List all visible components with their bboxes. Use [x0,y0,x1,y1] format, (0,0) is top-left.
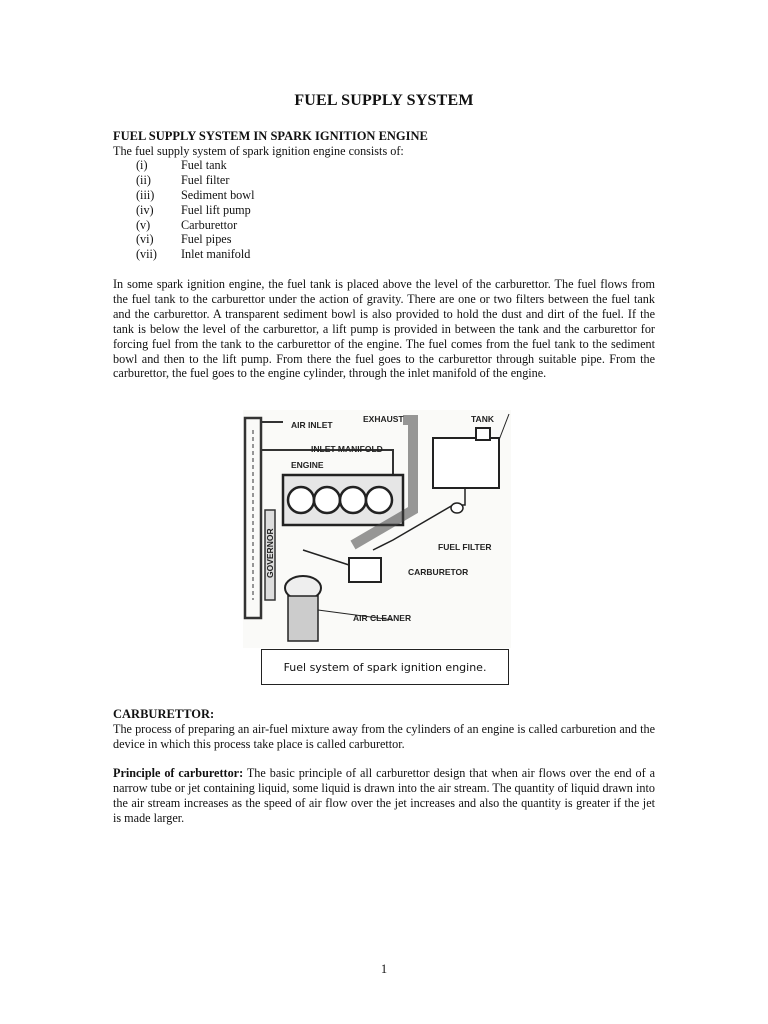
page-number: 1 [380,962,388,976]
principle-label: Principle of carburettor: [113,766,244,780]
fuel-tank [433,438,499,488]
paragraph-carburetion: The process of preparing an air-fuel mixture away from the cylinders of an engine is called carburetion and the device in which this process take place is called carburettor. [113,722,655,751]
list-item-number: (vii) [136,247,157,262]
label-carburetor: CARBURETOR [408,567,469,577]
label-inlet-manifold: INLET MANIFOLD [311,444,383,454]
list-item [136,232,254,247]
list-item-number: (iii) [136,187,155,202]
principle-text: The basic principle of all carburettor design that when air flows over the end of a narrow tube or jet containing liquid, some liquid is drawn into the air stream. The quantity of liquid drawn into the air stream increases as the speed of air flow over the jet increases and also the quantity is greater if the jet is made larger. [113,766,655,825]
label-air-inlet: AIR INLET [291,420,333,430]
list-item-label: Fuel tank [181,158,227,172]
label-exhaust: EXHAUST [363,414,404,424]
label-air-cleaner: AIR CLEANER [353,613,412,623]
list-item-label: Carburettor [181,217,238,232]
component-list [136,158,254,262]
list-item-label: Fuel filter [181,172,230,187]
intro-text: The fuel supply system of spark ignition engine consists of: [113,144,404,158]
label-tank: TANK [471,414,494,424]
list-item-number: (vi) [136,232,154,247]
carburetor-shape [349,558,381,582]
page-title: FUEL SUPPLY SYSTEM [294,92,474,109]
list-item [136,173,254,188]
fuel-system-diagram [243,410,511,648]
list-item-number: (iv) [136,202,154,217]
list-item-number: (i) [136,158,148,172]
list-item [136,203,254,218]
fuel-filter-shape [451,503,463,513]
list-item [136,247,254,262]
list-item-number: (v) [136,217,151,232]
label-engine: ENGINE [291,460,324,470]
list-item-number: (ii) [136,172,151,187]
list-item [136,188,254,203]
figure-caption: Fuel system of spark ignition engine. [261,649,509,685]
list-item [136,158,254,173]
section-heading-si-engine: FUEL SUPPLY SYSTEM IN SPARK IGNITION ENGINE [113,129,428,143]
list-item [136,218,254,233]
paragraph-principle [113,766,655,826]
paragraph-fuel-flow: In some spark ignition engine, the fuel tank is placed above the level of the carburettor. The fuel flows from the fuel tank to the carburettor under the action of gravity. There are one or two filters between the fuel tank and the carburettor. A transparent sediment bowl is also provided to hold the dust and dirt of the fuel. If the tank is below the level of the carburettor, a lift pump is provided in between the tank and the carburettor for forcing fuel from the tank to the carburettor of the engine. The fuel comes from the fuel tank to the sediment bowl and then to the lift pump. From there the fuel goes to the carburettor through suitable pipe. From the carburettor, the fuel goes to the engine cylinder, through the inlet manifold of the engine. [113,277,655,381]
list-item-label: Inlet manifold [181,247,251,262]
section-heading-carburettor: CARBURETTOR: [113,707,215,721]
label-governor: GOVERNOR [265,528,275,578]
label-fuel-filter: FUEL FILTER [438,542,492,552]
list-item-label: Fuel pipes [181,232,232,247]
list-item-label: Sediment bowl [181,187,255,202]
list-item-label: Fuel lift pump [181,202,251,217]
diagram-svg [243,410,511,648]
